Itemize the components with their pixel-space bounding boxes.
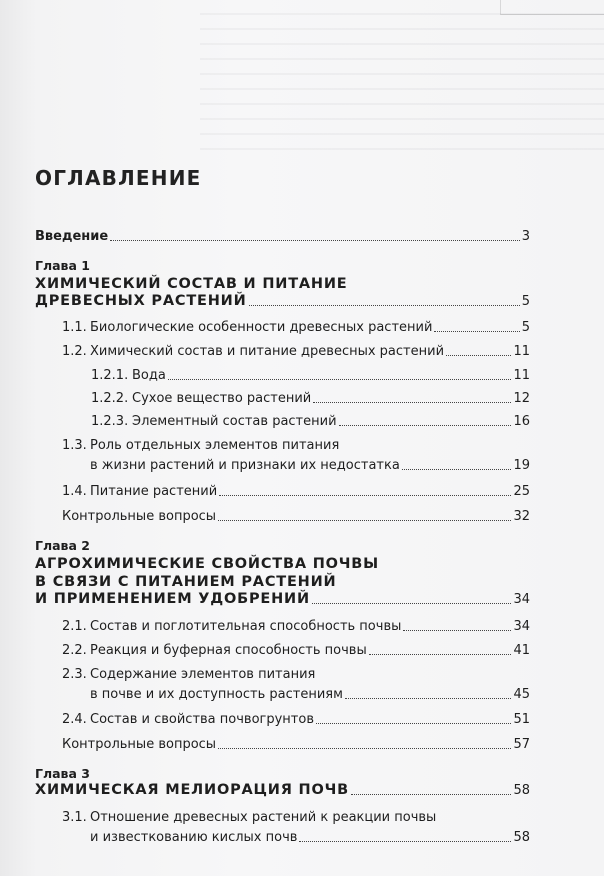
leader-dots: [339, 425, 512, 426]
toc-page-number: 5: [521, 320, 530, 335]
toc-page-number: 3: [521, 229, 530, 244]
leader-dots: [351, 794, 512, 795]
toc-page-number: 41: [513, 643, 530, 658]
chapter-1-title-line1: ХИМИЧЕСКИЙ СОСТАВ И ПИТАНИЕ: [35, 276, 348, 292]
chapter-1-title-line2: ДРЕВЕСНЫХ РАСТЕНИЙ: [35, 293, 247, 309]
section-title: Отношение древесных растений к реакции почвы: [90, 810, 437, 825]
section-title: Сухое вещество растений: [132, 391, 312, 406]
toc-entry-1-3-line1[interactable]: [62, 437, 339, 454]
toc-entry-intro[interactable]: [35, 228, 530, 245]
toc-page-number: 11: [513, 368, 530, 383]
section-title: Роль отдельных элементов питания: [90, 438, 340, 453]
section-number: 1.2.3.: [91, 414, 129, 429]
toc-page-number: 45: [513, 687, 530, 702]
toc-entry-2-4[interactable]: [62, 711, 530, 728]
chapter-3-title: ХИМИЧЕСКАЯ МЕЛИОРАЦИЯ ПОЧВ: [35, 782, 349, 798]
toc-entry-3-1[interactable]: [90, 829, 530, 846]
toc-page-number: 25: [513, 484, 530, 499]
toc-entry-1-2[interactable]: [62, 343, 530, 360]
toc-entry-1-3[interactable]: [90, 457, 530, 474]
toc-entry-3-1-line1[interactable]: [62, 809, 436, 826]
section-title: Контрольные вопросы: [62, 509, 217, 524]
section-number: 1.1.: [62, 320, 87, 335]
leader-dots: [369, 654, 512, 655]
leader-dots: [402, 469, 512, 470]
toc-entry-label: Введение: [35, 229, 109, 244]
leader-dots: [218, 520, 511, 521]
section-title-cont: и известкованию кислых почв: [90, 830, 298, 845]
toc-entry-1-2-3[interactable]: [91, 413, 530, 430]
toc-page-number: 16: [513, 414, 530, 429]
section-title-cont: в жизни растений и признаки их недостатка: [90, 458, 400, 473]
section-number: 1.2.2.: [91, 391, 129, 406]
section-title: Состав и свойства почвогрунтов: [90, 712, 314, 727]
section-number: 1.4.: [62, 484, 87, 499]
section-number: 2.1.: [62, 619, 87, 634]
toc-page-number: 58: [513, 830, 530, 845]
toc-entry-chapter-3[interactable]: [35, 782, 530, 799]
section-number: 3.1.: [62, 810, 87, 825]
section-title-cont: в почве и их доступность растениям: [90, 687, 343, 702]
toc-entry-1-2-1[interactable]: [91, 367, 530, 384]
section-title: Контрольные вопросы: [62, 737, 217, 752]
leader-dots: [316, 723, 511, 724]
section-number: 2.4.: [62, 712, 87, 727]
chapter-1-label: Глава 1: [35, 258, 90, 273]
leader-dots: [249, 305, 520, 306]
toc-entry-2-2[interactable]: [62, 642, 530, 659]
chapter-2-label: Глава 2: [35, 538, 90, 553]
toc-page-number: 19: [513, 458, 530, 473]
toc-page-number: 58: [513, 783, 530, 798]
section-title: Питание растений: [90, 484, 218, 499]
chapter-2-title-line2: В СВЯЗИ С ПИТАНИЕМ РАСТЕНИЙ: [35, 574, 337, 590]
leader-dots: [218, 748, 511, 749]
section-number: 2.3.: [62, 667, 87, 682]
toc-entry-chapter-2[interactable]: [35, 591, 530, 608]
section-title: Содержание элементов питания: [90, 667, 316, 682]
toc-page-number: 5: [521, 294, 530, 309]
section-title: Химический состав и питание древесных растений: [90, 344, 445, 359]
toc-entry-chapter-1[interactable]: [35, 293, 530, 310]
toc-entry-1-4[interactable]: [62, 483, 530, 500]
leader-dots: [345, 698, 512, 699]
chapter-2-title-line3: И ПРИМЕНЕНИЕМ УДОБРЕНИЙ: [35, 591, 310, 607]
section-number: 1.2.: [62, 344, 87, 359]
leader-dots: [446, 355, 511, 356]
section-title: Элементный состав растений: [132, 414, 337, 429]
toc-page-number: 32: [513, 509, 530, 524]
section-number: 2.2.: [62, 643, 87, 658]
toc-entry-ch2-questions[interactable]: [62, 736, 530, 753]
leader-dots: [110, 240, 520, 241]
section-title: Состав и поглотительная способность почвы: [90, 619, 402, 634]
page-title: ОГЛАВЛЕНИЕ: [35, 166, 202, 190]
section-title: Реакция и буферная способность почвы: [90, 643, 367, 658]
section-title: Вода: [132, 368, 166, 383]
toc-page-number: 34: [513, 592, 530, 607]
leader-dots: [219, 495, 511, 496]
toc-page-number: 57: [513, 737, 530, 752]
toc-entry-1-1[interactable]: [62, 319, 530, 336]
leader-dots: [312, 603, 512, 604]
section-number: 1.3.: [62, 438, 87, 453]
leader-dots: [168, 379, 512, 380]
section-number: 1.2.1.: [91, 368, 129, 383]
toc-entry-2-1[interactable]: [62, 618, 530, 635]
chapter-3-label: Глава 3: [35, 766, 90, 781]
leader-dots: [299, 841, 511, 842]
leader-dots: [403, 630, 511, 631]
toc-entry-ch1-questions[interactable]: [62, 508, 530, 525]
toc-page-number: 12: [513, 391, 530, 406]
bleed-through-frame: [500, 0, 604, 15]
toc-entry-1-2-2[interactable]: [91, 390, 530, 407]
section-title: Биологические особенности древесных растений: [90, 320, 433, 335]
leader-dots: [434, 331, 519, 332]
toc-page-number: 11: [513, 344, 530, 359]
toc-page-number: 51: [513, 712, 530, 727]
bleed-through-text: [200, 0, 604, 150]
toc-entry-2-3-line1[interactable]: [62, 666, 315, 683]
toc-page-number: 34: [513, 619, 530, 634]
chapter-2-title-line1: АГРОХИМИЧЕСКИЕ СВОЙСТВА ПОЧВЫ: [35, 556, 379, 572]
leader-dots: [313, 402, 511, 403]
toc-entry-2-3[interactable]: [90, 686, 530, 703]
